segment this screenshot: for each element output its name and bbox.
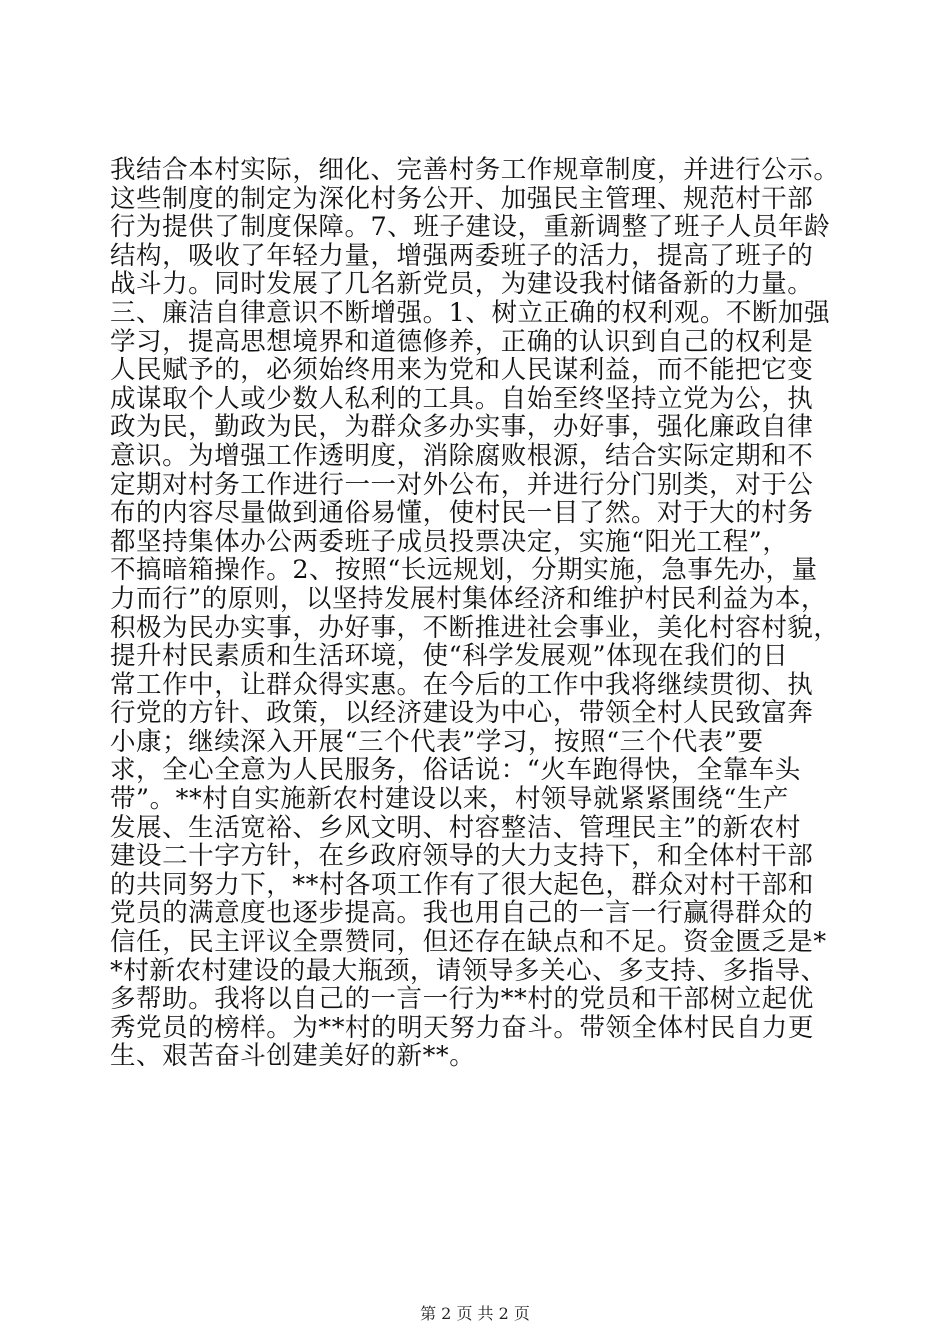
text-line: 这些制度的制定为深化村务公开、加强民主管理、规范村干部 — [110, 183, 814, 214]
text-line: 布的内容尽量做到通俗易懂，使村民一目了然。对于大的村务 — [110, 498, 814, 529]
text-line: 学习，提高思想境界和道德修养，正确的认识到自己的权利是 — [110, 326, 814, 357]
text-line: 提升村民素质和生活环境，使“科学发展观”体现在我们的日 — [110, 641, 789, 672]
text-line: 带”。**村自实施新农村建设以来，村领导就紧紧围绕“生产 — [110, 784, 789, 815]
page-number-footer: 第 2 页 共 2 页 — [420, 1304, 530, 1323]
text-line: 党员的满意度也逐步提高。我也用自己的一言一行赢得群众的 — [110, 898, 814, 929]
text-line: 多帮助。我将以自己的一言一行为**村的党员和干部树立起优 — [110, 984, 814, 1015]
text-line: 不搞暗箱操作。2、按照“长远规划，分期实施，急事先办，量 — [110, 555, 818, 586]
text-line: 力而行”的原则，以坚持发展村集体经济和维护村民利益为本， — [110, 583, 827, 614]
body-text — [110, 156, 850, 1071]
text-line: 政为民，勤政为民，为群众多办实事，办好事，强化廉政自律 — [110, 412, 814, 443]
text-line: 定期对村务工作进行一一对外公布，并进行分门别类，对于公 — [110, 469, 814, 500]
text-line: 求，全心全意为人民服务，俗话说：“火车跑得快，全靠车头 — [110, 755, 801, 786]
text-line: 的共同努力下，**村各项工作有了很大起色，群众对村干部和 — [110, 869, 814, 900]
text-line: 秀党员的榜样。为**村的明天努力奋斗。带领全体村民自力更 — [110, 1012, 814, 1043]
text-line: 建设二十字方针，在乡政府领导的大力支持下，和全体村干部 — [110, 841, 814, 872]
text-line: 小康；继续深入开展“三个代表”学习，按照“三个代表”要 — [110, 726, 764, 757]
text-line: 成谋取个人或少数人私利的工具。自始至终坚持立党为公，执 — [110, 383, 814, 414]
text-line: 行为提供了制度保障。7、班子建设，重新调整了班子人员年龄 — [110, 212, 831, 243]
text-line: 生、艰苦奋斗创建美好的新**。 — [110, 1041, 476, 1072]
text-line: 意识。为增强工作透明度，消除腐败根源，结合实际定期和不 — [110, 440, 814, 471]
text-line: 都坚持集体办公两委班子成员投票决定，实施“阳光工程”， — [110, 526, 789, 557]
text-line: 行党的方针、政策，以经济建设为中心，带领全村人民致富奔 — [110, 698, 814, 729]
text-line: 信任，民主评议全票赞同，但还存在缺点和不足。资金匮乏是* — [110, 927, 827, 958]
text-line: 结构，吸收了年轻力量，增强两委班子的活力，提高了班子的 — [110, 240, 814, 271]
text-line: 人民赋予的，必须始终用来为党和人民谋利益，而不能把它变 — [110, 355, 814, 386]
text-line: 发展、生活宽裕、乡风文明、村容整洁、管理民主”的新农村 — [110, 812, 801, 843]
text-line: 我结合本村实际，细化、完善村务工作规章制度，并进行公示。 — [110, 155, 840, 185]
text-line: 积极为民办实事，办好事，不断推进社会事业，美化村容村貌， — [110, 612, 840, 643]
text-line: *村新农村建设的最大瓶颈，请领导多关心、多支持、多指导、 — [110, 955, 827, 986]
text-line: 常工作中，让群众得实惠。在今后的工作中我将继续贯彻、执 — [110, 669, 814, 700]
text-line: 战斗力。同时发展了几名新党员，为建设我村储备新的力量。 — [110, 269, 814, 300]
text-line: 三、廉洁自律意识不断增强。1、树立正确的权利观。不断加强 — [110, 297, 831, 328]
